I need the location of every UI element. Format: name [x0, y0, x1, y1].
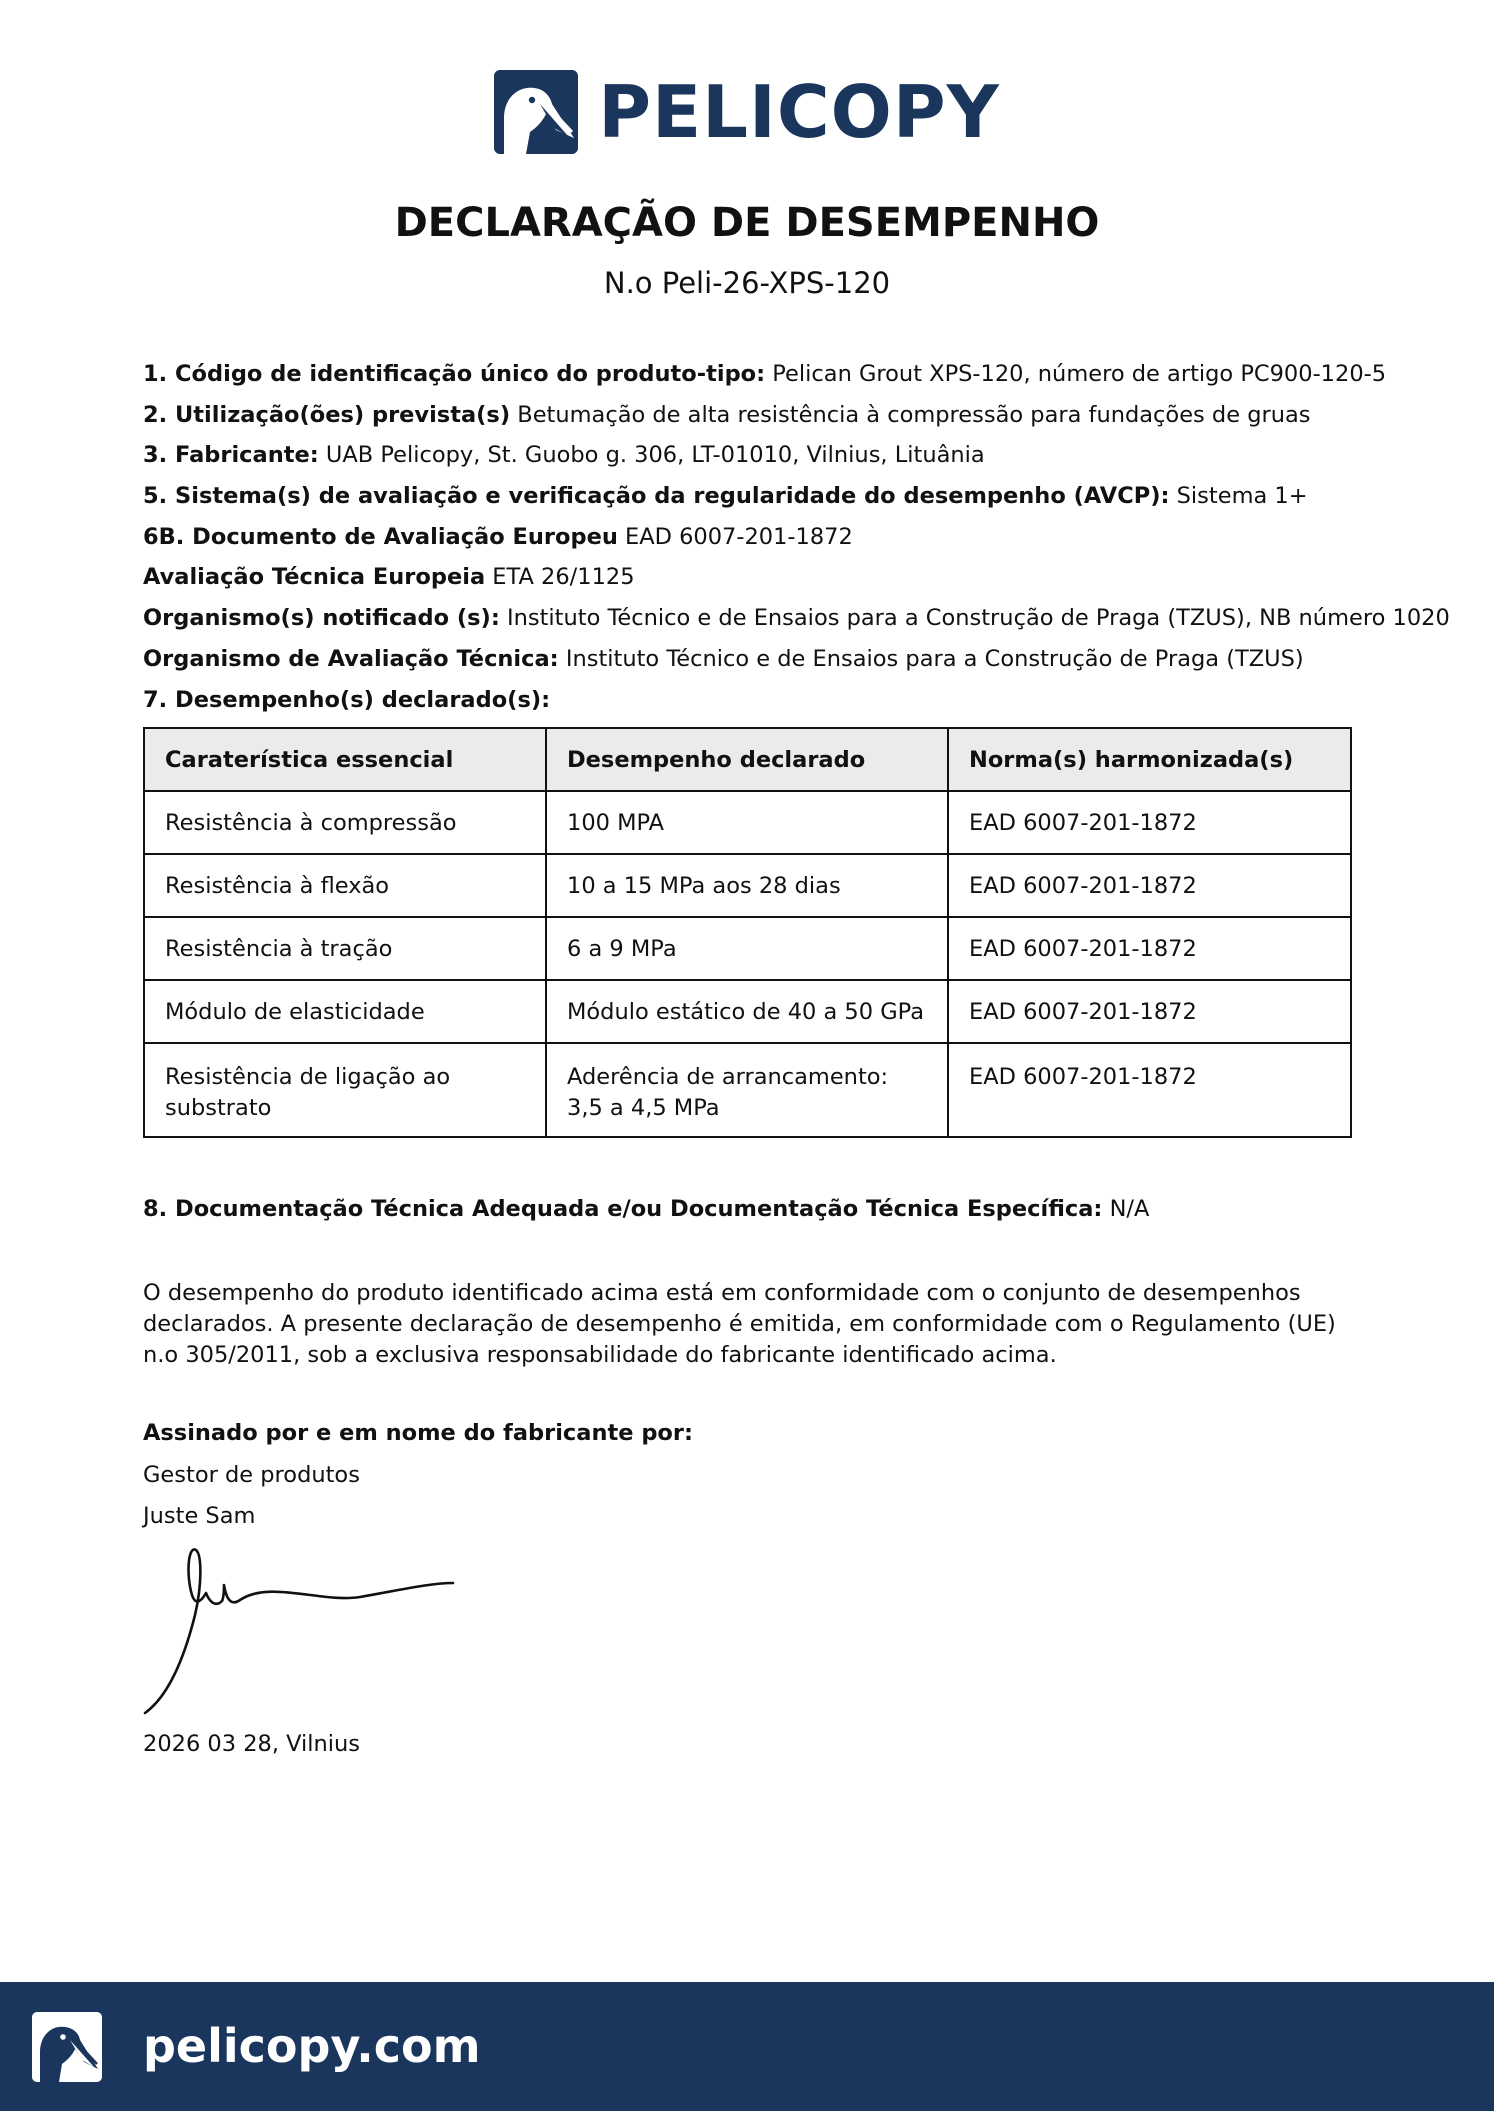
table-cell: EAD 6007-201-1872: [948, 980, 1351, 1043]
field-declared-performance: [143, 680, 1363, 721]
handwritten-signature: [140, 1545, 470, 1725]
field-label: 7. Desempenho(s) declarado(s):: [143, 686, 551, 713]
table-cell: EAD 6007-201-1872: [948, 791, 1351, 854]
field-label: Organismo de Avaliação Técnica:: [143, 645, 559, 672]
signer-name: Juste Sam: [143, 1503, 256, 1529]
footer-bar: [0, 1982, 1494, 2111]
field-label: 6B. Documento de Avaliação Europeu: [143, 523, 618, 550]
field-ead: [143, 517, 1363, 558]
declaration-fields: [143, 354, 1450, 720]
field-label: Avaliação Técnica Europeia: [143, 564, 486, 591]
signed-by-label: Assinado por e em nome do fabricante por:: [143, 1420, 693, 1446]
pelican-logo-icon: [494, 70, 578, 154]
page-title: DECLARAÇÃO DE DESEMPENHO: [394, 200, 1100, 246]
table-cell: Aderência de arrancamento: 3,5 a 4,5 MPa: [546, 1043, 948, 1137]
section-technical-documentation: [143, 1196, 1149, 1222]
field-eta: [143, 557, 1363, 598]
table-cell: Módulo estático de 40 a 50 GPa: [546, 980, 948, 1043]
field-product-code: [143, 354, 1387, 395]
field-value: Sistema 1+: [1169, 483, 1308, 510]
table-row: [144, 791, 1351, 854]
field-value: Instituto Técnico e de Ensaios para a Construção de Praga (TZUS), NB número 1020: [499, 605, 1450, 632]
performance-table: [143, 727, 1352, 1138]
footer-website-link[interactable]: pelicopy.com: [143, 2019, 481, 2073]
document-number: N.o Peli-26-XPS-120: [603, 266, 891, 300]
column-header: Desempenho declarado: [546, 728, 948, 791]
table-cell: EAD 6007-201-1872: [948, 1043, 1351, 1137]
header-logo: [0, 68, 1494, 156]
signer-role: Gestor de produtos: [143, 1462, 360, 1488]
field-manufacturer: [143, 435, 1363, 476]
table-cell: 6 a 9 MPa: [546, 917, 948, 980]
table-row: [144, 1043, 1351, 1137]
field-value: Instituto Técnico e de Ensaios para a Construção de Praga (TZUS): [558, 645, 1304, 672]
table-cell: Resistência à tração: [144, 917, 546, 980]
table-cell: Resistência de ligação ao substrato: [144, 1043, 546, 1137]
field-label: 5. Sistema(s) de avaliação e verificação da regularidade do desempenho (AVCP):: [143, 483, 1170, 510]
conformity-statement: O desempenho do produto identificado acima está em conformidade com o conjunto de desempenhos declarados. A presente declaração de desempenho é emitida, em conformidade com o Regulamento (UE) n.o 305/2011, sob a exclusiva responsabilidade do fabricante identificado acima.: [143, 1280, 1336, 1368]
field-intended-use: [143, 395, 1363, 436]
field-label: 3. Fabricante:: [143, 442, 319, 469]
field-notified-body: [143, 598, 1450, 639]
table-row: [144, 980, 1351, 1043]
brand-name: PELICOPY: [598, 70, 1000, 154]
field-value: Betumação de alta resistência à compressão para fundações de gruas: [510, 401, 1311, 428]
field-value: ETA 26/1125: [485, 564, 635, 591]
table-cell: Resistência à flexão: [144, 854, 546, 917]
section-label: 8. Documentação Técnica Adequada e/ou Documentação Técnica Específica:: [143, 1196, 1103, 1222]
table-cell: Módulo de elasticidade: [144, 980, 546, 1043]
field-label: Organismo(s) notificado (s):: [143, 605, 500, 632]
column-header: Caraterística essencial: [144, 728, 546, 791]
table-cell: EAD 6007-201-1872: [948, 917, 1351, 980]
field-value: Pelican Grout XPS-120, número de artigo PC900-120-5: [765, 361, 1387, 387]
section-value: N/A: [1102, 1196, 1150, 1222]
table-cell: 10 a 15 MPa aos 28 dias: [546, 854, 948, 917]
field-label: 1. Código de identificação único do produto-tipo:: [143, 361, 766, 387]
field-value: EAD 6007-201-1872: [617, 523, 853, 550]
table-cell: Resistência à compressão: [144, 791, 546, 854]
table-cell: EAD 6007-201-1872: [948, 854, 1351, 917]
field-label: 2. Utilização(ões) prevista(s): [143, 401, 511, 428]
table-row: [144, 854, 1351, 917]
field-tab: [143, 639, 1363, 680]
table-header-row: [144, 728, 1351, 791]
table-row: [144, 917, 1351, 980]
brand-logo: [494, 70, 1000, 154]
column-header: Norma(s) harmonizada(s): [948, 728, 1351, 791]
pelican-logo-icon: [32, 2012, 102, 2082]
signature-date-place: 2026 03 28, Vilnius: [143, 1731, 361, 1757]
field-avcp-system: [143, 476, 1363, 517]
field-value: UAB Pelicopy, St. Guobo g. 306, LT-01010, Vilnius, Lituânia: [318, 442, 985, 469]
table-cell: 100 MPA: [546, 791, 948, 854]
